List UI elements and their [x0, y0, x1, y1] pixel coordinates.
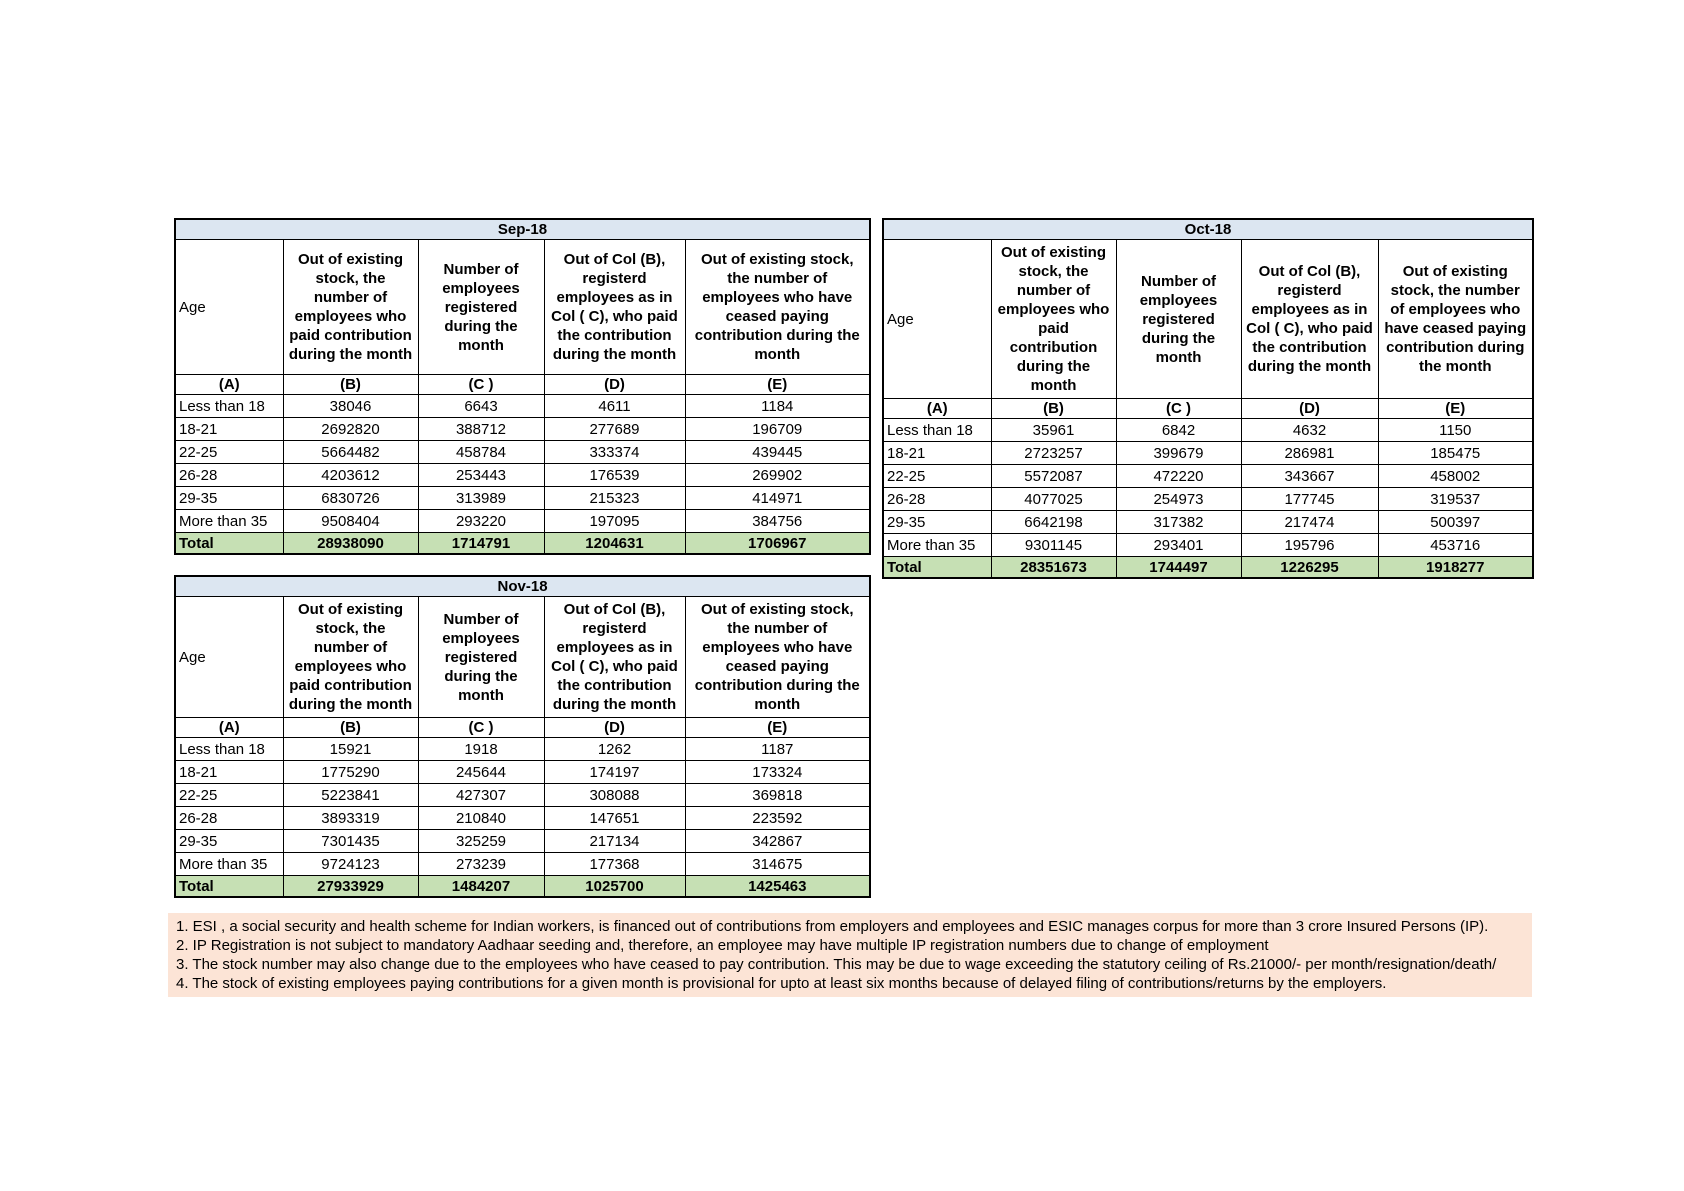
value-cell: 388712 [418, 418, 544, 441]
total-cell: 27933929 [283, 876, 418, 898]
value-cell: 427307 [418, 784, 544, 807]
value-cell: 269902 [685, 464, 870, 487]
value-cell: 38046 [283, 395, 418, 418]
table-nov-18 [174, 575, 871, 898]
table-row [175, 441, 870, 464]
value-cell: 1150 [1378, 419, 1533, 442]
age-column-header: Age [175, 240, 283, 375]
total-label: Total [175, 876, 283, 898]
total-row [175, 876, 870, 898]
value-cell: 342867 [685, 830, 870, 853]
col-header-b: Out of existing stock, the number of employees who paid contribution during the month [991, 240, 1116, 399]
col-header-d: Out of Col (B), registerd employees as in Col ( C), who paid the contribution during the month [544, 240, 685, 375]
total-row [883, 557, 1533, 579]
col-letter-a: (A) [175, 375, 283, 395]
total-cell: 1025700 [544, 876, 685, 898]
value-cell: 185475 [1378, 442, 1533, 465]
table-row [175, 738, 870, 761]
total-row [175, 533, 870, 555]
age-cell: Less than 18 [175, 395, 283, 418]
value-cell: 384756 [685, 510, 870, 533]
value-cell: 308088 [544, 784, 685, 807]
col-header-b: Out of existing stock, the number of employees who paid contribution during the month [283, 240, 418, 375]
value-cell: 293401 [1116, 534, 1241, 557]
col-header-e: Out of existing stock, the number of employees who have ceased paying contribution during the month [685, 240, 870, 375]
table-row [175, 395, 870, 418]
value-cell: 15921 [283, 738, 418, 761]
value-cell: 215323 [544, 487, 685, 510]
total-cell: 1714791 [418, 533, 544, 555]
col-header-c: Number of employees registered during the month [418, 240, 544, 375]
value-cell: 176539 [544, 464, 685, 487]
age-cell: 22-25 [883, 465, 991, 488]
total-cell: 1918277 [1378, 557, 1533, 579]
value-cell: 9508404 [283, 510, 418, 533]
value-cell: 2723257 [991, 442, 1116, 465]
value-cell: 210840 [418, 807, 544, 830]
total-cell: 1744497 [1116, 557, 1241, 579]
value-cell: 399679 [1116, 442, 1241, 465]
value-cell: 453716 [1378, 534, 1533, 557]
age-cell: 22-25 [175, 441, 283, 464]
value-cell: 177368 [544, 853, 685, 876]
value-cell: 5572087 [991, 465, 1116, 488]
footnote-2: 2. IP Registration is not subject to mandatory Aadhaar seeding and, therefore, an employee may have multiple IP registration numbers due to change of employment [176, 937, 1269, 954]
table-row [175, 784, 870, 807]
value-cell: 245644 [418, 761, 544, 784]
col-letter-d: (D) [544, 718, 685, 738]
col-letter-d: (D) [544, 375, 685, 395]
col-letter-b: (B) [283, 375, 418, 395]
age-cell: 29-35 [175, 830, 283, 853]
value-cell: 196709 [685, 418, 870, 441]
total-cell: 1425463 [685, 876, 870, 898]
value-cell: 3893319 [283, 807, 418, 830]
value-cell: 223592 [685, 807, 870, 830]
table-row [175, 761, 870, 784]
value-cell: 6842 [1116, 419, 1241, 442]
table-row [175, 510, 870, 533]
age-cell: 26-28 [175, 464, 283, 487]
total-cell: 1484207 [418, 876, 544, 898]
value-cell: 147651 [544, 807, 685, 830]
col-letter-e: (E) [685, 375, 870, 395]
age-cell: 29-35 [175, 487, 283, 510]
col-header-e: Out of existing stock, the number of employees who have ceased paying contribution during the month [685, 597, 870, 718]
col-letter-e: (E) [1378, 399, 1533, 419]
footnotes-block [168, 913, 1532, 997]
table-row [883, 419, 1533, 442]
age-cell: More than 35 [883, 534, 991, 557]
col-letter-c: (C ) [418, 718, 544, 738]
table-row [883, 534, 1533, 557]
total-cell: 1226295 [1241, 557, 1378, 579]
col-letter-e: (E) [685, 718, 870, 738]
col-letter-b: (B) [991, 399, 1116, 419]
value-cell: 458002 [1378, 465, 1533, 488]
footnote-1: 1. ESI , a social security and health scheme for Indian workers, is financed out of contributions from employers and employees and ESIC manages corpus for more than 3 crore Insured Persons (IP). [176, 918, 1489, 935]
col-letter-b: (B) [283, 718, 418, 738]
age-cell: 18-21 [175, 418, 283, 441]
value-cell: 197095 [544, 510, 685, 533]
age-cell: 26-28 [175, 807, 283, 830]
value-cell: 333374 [544, 441, 685, 464]
table-row [883, 511, 1533, 534]
age-column-header: Age [883, 240, 991, 399]
value-cell: 458784 [418, 441, 544, 464]
table-title-sep: Sep-18 [175, 219, 870, 240]
value-cell: 439445 [685, 441, 870, 464]
table-row [883, 442, 1533, 465]
table-sep-18 [174, 218, 871, 555]
table-row [883, 488, 1533, 511]
total-label: Total [175, 533, 283, 555]
age-cell: More than 35 [175, 853, 283, 876]
value-cell: 4611 [544, 395, 685, 418]
col-letter-a: (A) [883, 399, 991, 419]
col-letter-a: (A) [175, 718, 283, 738]
total-cell: 1204631 [544, 533, 685, 555]
value-cell: 273239 [418, 853, 544, 876]
table-row [175, 464, 870, 487]
col-header-b: Out of existing stock, the number of employees who paid contribution during the month [283, 597, 418, 718]
col-letter-d: (D) [1241, 399, 1378, 419]
value-cell: 313989 [418, 487, 544, 510]
value-cell: 1262 [544, 738, 685, 761]
value-cell: 173324 [685, 761, 870, 784]
total-cell: 1706967 [685, 533, 870, 555]
table-row [175, 418, 870, 441]
value-cell: 195796 [1241, 534, 1378, 557]
value-cell: 319537 [1378, 488, 1533, 511]
footnote-4: 4. The stock of existing employees paying contributions for a given month is provisional for upto at least six months because of delayed filing of contributions/returns by the employers. [176, 975, 1387, 992]
value-cell: 177745 [1241, 488, 1378, 511]
age-cell: 18-21 [175, 761, 283, 784]
age-cell: 29-35 [883, 511, 991, 534]
age-cell: 18-21 [883, 442, 991, 465]
value-cell: 369818 [685, 784, 870, 807]
total-cell: 28938090 [283, 533, 418, 555]
value-cell: 9301145 [991, 534, 1116, 557]
table-title-oct: Oct-18 [883, 219, 1533, 240]
value-cell: 343667 [1241, 465, 1378, 488]
value-cell: 1187 [685, 738, 870, 761]
value-cell: 317382 [1116, 511, 1241, 534]
value-cell: 253443 [418, 464, 544, 487]
value-cell: 35961 [991, 419, 1116, 442]
value-cell: 277689 [544, 418, 685, 441]
value-cell: 314675 [685, 853, 870, 876]
col-letter-c: (C ) [1116, 399, 1241, 419]
age-column-header: Age [175, 597, 283, 718]
col-header-d: Out of Col (B), registerd employees as in Col ( C), who paid the contribution during the month [544, 597, 685, 718]
total-cell: 28351673 [991, 557, 1116, 579]
col-header-e: Out of existing stock, the number of employees who have ceased paying contribution during the month [1378, 240, 1533, 399]
age-cell: More than 35 [175, 510, 283, 533]
value-cell: 472220 [1116, 465, 1241, 488]
value-cell: 6830726 [283, 487, 418, 510]
value-cell: 414971 [685, 487, 870, 510]
value-cell: 1775290 [283, 761, 418, 784]
value-cell: 217474 [1241, 511, 1378, 534]
value-cell: 6642198 [991, 511, 1116, 534]
value-cell: 1918 [418, 738, 544, 761]
col-header-d: Out of Col (B), registerd employees as in Col ( C), who paid the contribution during the month [1241, 240, 1378, 399]
value-cell: 217134 [544, 830, 685, 853]
value-cell: 4203612 [283, 464, 418, 487]
table-oct-18 [882, 218, 1534, 579]
value-cell: 1184 [685, 395, 870, 418]
table-row [883, 465, 1533, 488]
value-cell: 5223841 [283, 784, 418, 807]
table-row [175, 807, 870, 830]
value-cell: 293220 [418, 510, 544, 533]
total-label: Total [883, 557, 991, 579]
age-cell: Less than 18 [175, 738, 283, 761]
col-header-c: Number of employees registered during the month [1116, 240, 1241, 399]
value-cell: 174197 [544, 761, 685, 784]
value-cell: 4077025 [991, 488, 1116, 511]
table-row [175, 853, 870, 876]
table-row [175, 830, 870, 853]
value-cell: 6643 [418, 395, 544, 418]
table-row [175, 487, 870, 510]
table-title-nov: Nov-18 [175, 576, 870, 597]
age-cell: 22-25 [175, 784, 283, 807]
age-cell: Less than 18 [883, 419, 991, 442]
value-cell: 7301435 [283, 830, 418, 853]
col-letter-c: (C ) [418, 375, 544, 395]
value-cell: 4632 [1241, 419, 1378, 442]
value-cell: 500397 [1378, 511, 1533, 534]
value-cell: 9724123 [283, 853, 418, 876]
footnote-3: 3. The stock number may also change due to the employees who have ceased to pay contribution. This may be due to wage exceeding the statutory ceiling of Rs.21000/- per month/resignation/death/ [176, 956, 1497, 973]
value-cell: 5664482 [283, 441, 418, 464]
value-cell: 286981 [1241, 442, 1378, 465]
value-cell: 254973 [1116, 488, 1241, 511]
col-header-c: Number of employees registered during the month [418, 597, 544, 718]
value-cell: 325259 [418, 830, 544, 853]
value-cell: 2692820 [283, 418, 418, 441]
age-cell: 26-28 [883, 488, 991, 511]
